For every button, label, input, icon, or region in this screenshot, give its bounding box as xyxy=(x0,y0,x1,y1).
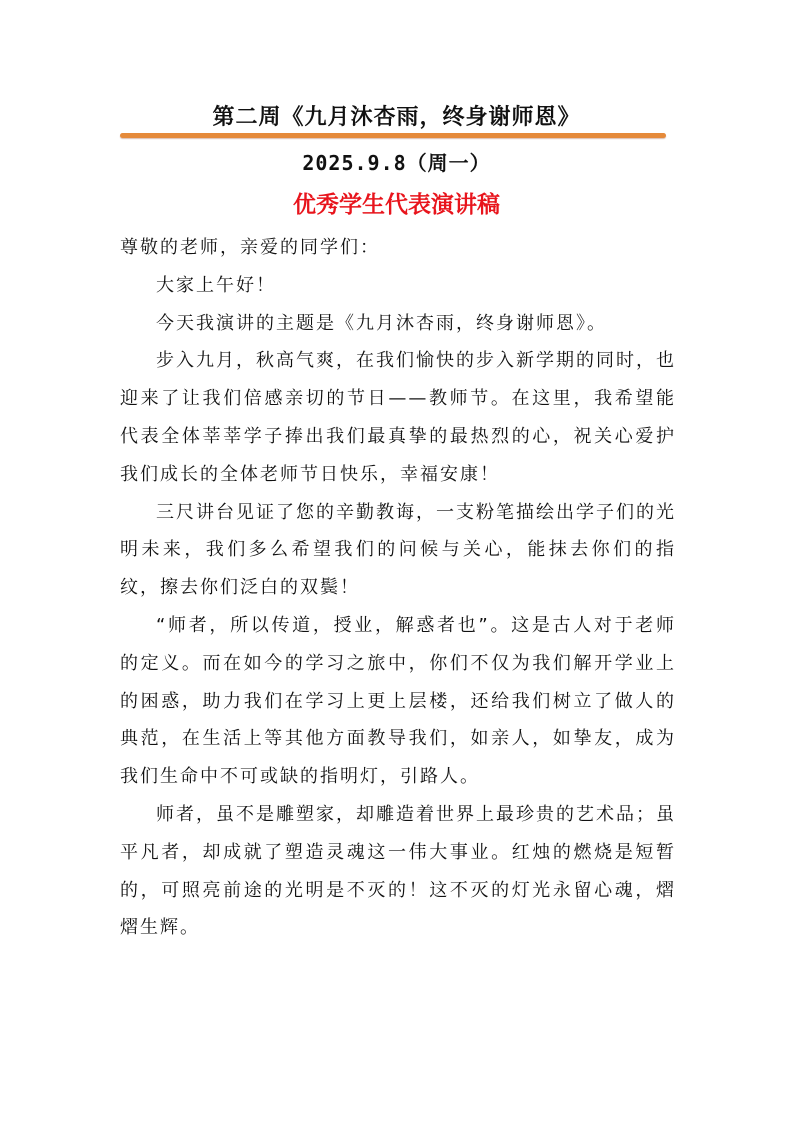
paragraph-theme: 今天我演讲的主题是《九月沐杏雨，终身谢师恩》。 xyxy=(156,312,607,334)
speech-body xyxy=(120,229,676,947)
salutation: 尊敬的老师，亲爱的同学们： xyxy=(120,237,380,258)
paragraph-sculptor: 师者，虽不是雕塑家，却雕造着世界上最珍贵的艺术品；虽平凡者，却成就了塑造灵魂这一伟大事业。红烛的燃烧是短暂的，可照亮前途的光明是不灭的！这不灭的灯光永留心魂，熠熠生辉。 xyxy=(120,803,676,939)
paragraph-podium: 三尺讲台见证了您的辛勤教诲，一支粉笔描绘出学子们的光明未来，我们多么希望我们的问候与关心，能抹去你们的指纹，擦去你们泛白的双鬓！ xyxy=(120,501,676,599)
title-underline xyxy=(120,133,666,138)
document-date: 2025.9.8（周一） xyxy=(302,151,491,175)
paragraph-september: 步入九月，秋高气爽，在我们愉快的步入新学期的同时，也迎来了让我们倍感亲切的节日——教师节。在这里，我希望能代表全体莘莘学子捧出我们最真挚的最热烈的心，祝关心爱护我们成长的全体老师节日快乐，幸福安康！ xyxy=(120,350,676,485)
document-subtitle: 优秀学生代表演讲稿 xyxy=(293,192,500,218)
paragraph-definition: “师者，所以传道，授业，解惑者也”。这是古人对于老师的定义。而在如今的学习之旅中，你们不仅为我们解开学业上的困惑，助力我们在学习上更上层楼，还给我们树立了做人的典范，在生活上等其他方面教导我们，如亲人，如挚友，成为我们生命中不可或缺的指明灯，引路人。 xyxy=(120,614,676,788)
paragraph-greeting: 大家上午好！ xyxy=(156,274,276,296)
document-title: 第二周《九月沐杏雨，终身谢师恩》 xyxy=(212,105,581,130)
